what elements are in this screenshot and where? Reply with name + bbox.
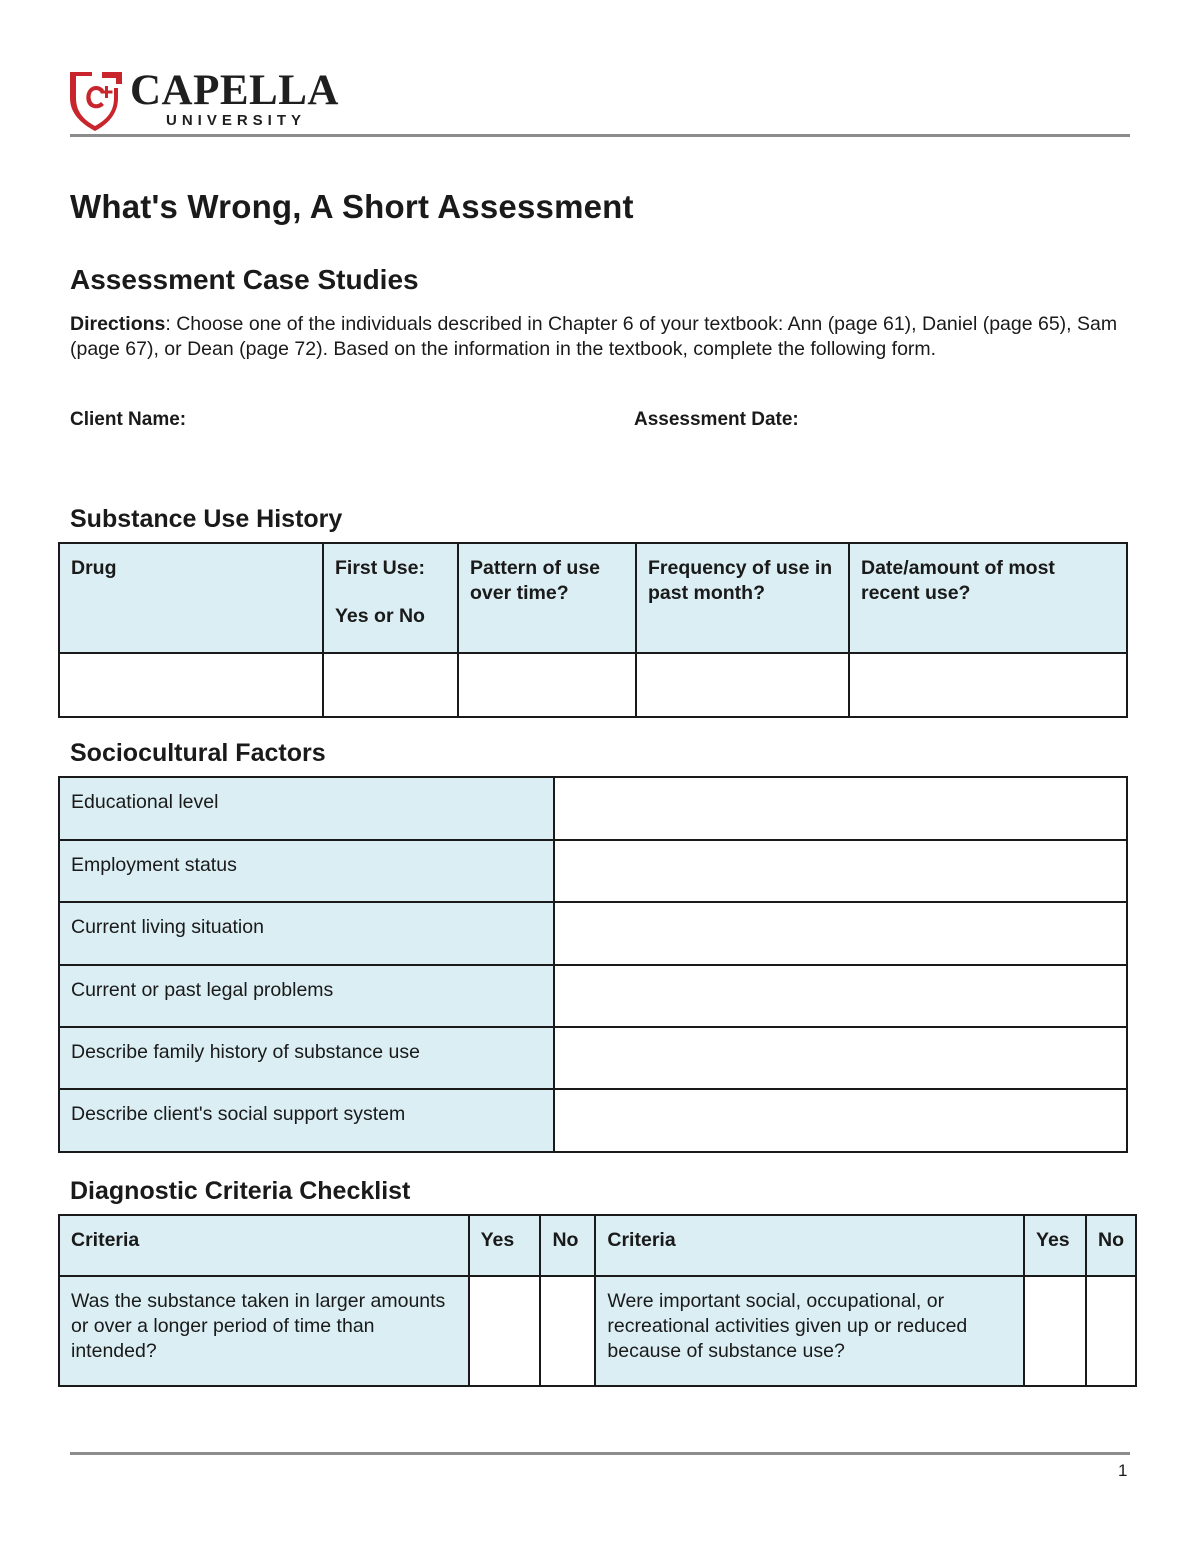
col-yes: Yes: [1024, 1215, 1086, 1276]
directions-text: : Choose one of the individuals described in Chapter 6 of your textbook: Ann (page 61), Daniel (page 65), Sam (page 67), or Dean (page 72). Based on the information in the textbook, complete the following form.: [70, 313, 1118, 360]
socio-label: Employment status: [59, 840, 554, 902]
diagnostic-heading: Diagnostic Criteria Checklist: [70, 1177, 411, 1205]
col-yes: Yes: [469, 1215, 541, 1276]
col-pattern: Pattern of use over time?: [458, 543, 636, 653]
no-cell[interactable]: [540, 1276, 595, 1386]
recent-use-cell[interactable]: [849, 653, 1127, 717]
document-title: What's Wrong, A Short Assessment: [70, 188, 634, 225]
sociocultural-heading: Sociocultural Factors: [70, 739, 326, 767]
frequency-cell[interactable]: [636, 653, 849, 717]
col-no: No: [540, 1215, 595, 1276]
col-criteria: Criteria: [59, 1215, 469, 1276]
logo-subtitle: UNIVERSITY: [166, 112, 307, 129]
diagnostic-table: [58, 1214, 1137, 1387]
directions-label: Directions: [70, 313, 166, 335]
first-use-label: First Use:: [335, 557, 425, 579]
assessment-date-label: Assessment Date:: [634, 409, 799, 430]
table-row: [59, 653, 1127, 717]
table-row: [59, 777, 1127, 840]
col-frequency: Frequency of use in past month?: [636, 543, 849, 653]
table-row: [59, 902, 1127, 965]
table-row: [59, 1027, 1127, 1089]
client-name-label: Client Name:: [70, 409, 187, 430]
substance-use-heading: Substance Use History: [70, 505, 343, 533]
logo-wordmark: CAPELLA: [130, 67, 339, 114]
sociocultural-table: [58, 776, 1128, 1153]
socio-label: Educational level: [59, 777, 554, 840]
table-row: [59, 965, 1127, 1027]
col-no: No: [1086, 1215, 1136, 1276]
socio-answer-cell[interactable]: [554, 965, 1127, 1027]
substance-use-table: [58, 542, 1128, 718]
header-rule: [70, 134, 1130, 137]
table-row: [59, 1089, 1127, 1152]
table-row: [59, 840, 1127, 902]
yes-or-no-label: Yes or No: [335, 605, 425, 627]
page-number: 1: [1118, 1461, 1128, 1480]
socio-label: Current or past legal problems: [59, 965, 554, 1027]
socio-label: Describe client's social support system: [59, 1089, 554, 1152]
directions-paragraph: [70, 312, 1132, 362]
yes-cell[interactable]: [469, 1276, 541, 1386]
section-title: Assessment Case Studies: [70, 264, 419, 295]
table-header-row: [59, 543, 1127, 653]
drug-cell[interactable]: [59, 653, 323, 717]
capella-shield-icon: [68, 68, 124, 132]
no-cell[interactable]: [1086, 1276, 1136, 1386]
col-drug: Drug: [59, 543, 323, 653]
col-first-use: [323, 543, 458, 653]
footer-rule: [70, 1452, 1130, 1455]
socio-answer-cell[interactable]: [554, 1027, 1127, 1089]
table-row: [59, 1276, 1136, 1386]
criteria-question: Were important social, occupational, or recreational activities given up or reduced because of substance use?: [595, 1276, 1024, 1386]
socio-label: Current living situation: [59, 902, 554, 965]
pattern-cell[interactable]: [458, 653, 636, 717]
yes-cell[interactable]: [1024, 1276, 1086, 1386]
table-header-row: [59, 1215, 1136, 1276]
socio-answer-cell[interactable]: [554, 840, 1127, 902]
capella-logo: [68, 68, 368, 132]
socio-answer-cell[interactable]: [554, 1089, 1127, 1152]
first-use-cell[interactable]: [323, 653, 458, 717]
socio-answer-cell[interactable]: [554, 777, 1127, 840]
col-recent-use: Date/amount of most recent use?: [849, 543, 1127, 653]
socio-answer-cell[interactable]: [554, 902, 1127, 965]
col-criteria: Criteria: [595, 1215, 1024, 1276]
socio-label: Describe family history of substance use: [59, 1027, 554, 1089]
criteria-question: Was the substance taken in larger amounts or over a longer period of time than intended?: [59, 1276, 469, 1386]
